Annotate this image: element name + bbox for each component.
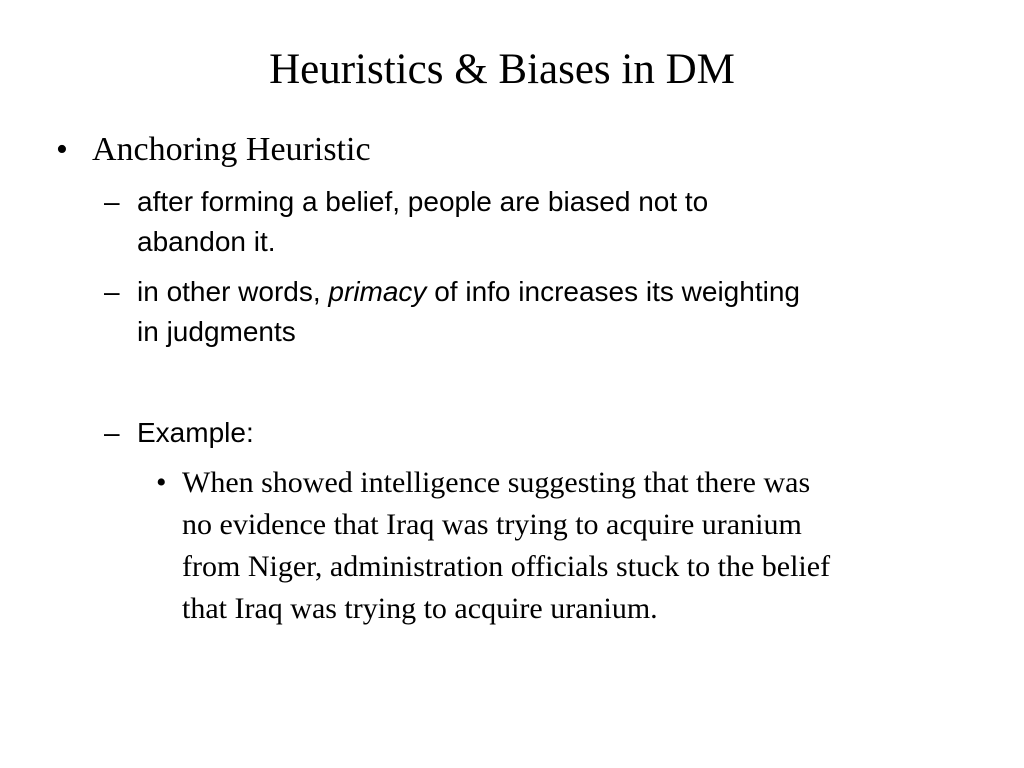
dash-marker: – bbox=[104, 417, 120, 448]
example-line: When showed intelligence suggesting that there was bbox=[182, 466, 811, 499]
dash-marker: – bbox=[104, 276, 120, 307]
text-prefix: in other words, bbox=[137, 276, 329, 307]
emphasis-primacy: primacy bbox=[328, 276, 427, 307]
example-line: that Iraq was trying to acquire uranium. bbox=[182, 592, 658, 625]
sub-item-line bbox=[137, 272, 967, 312]
example-line: from Niger, administration officials stuck to the belief bbox=[182, 550, 831, 583]
sub-item-example: Example: bbox=[137, 417, 254, 448]
sub-item-line: abandon it. bbox=[137, 226, 276, 257]
bullet-marker: • bbox=[156, 466, 167, 499]
dash-marker: – bbox=[104, 186, 120, 217]
sub-item-line: after forming a belief, people are biased not to bbox=[137, 186, 709, 217]
sub-item-line: in judgments bbox=[137, 316, 296, 347]
text-suffix: of info increases its weighting bbox=[426, 276, 800, 307]
bullet-marker: • bbox=[56, 131, 68, 168]
bullet-anchoring-heuristic: Anchoring Heuristic bbox=[92, 131, 371, 168]
slide-title: Heuristics & Biases in DM bbox=[269, 46, 735, 93]
sub-item-belief-bias bbox=[137, 182, 937, 262]
sub-item-primacy bbox=[137, 272, 967, 352]
example-text bbox=[182, 462, 972, 630]
example-line: no evidence that Iraq was trying to acquire uranium bbox=[182, 508, 802, 541]
